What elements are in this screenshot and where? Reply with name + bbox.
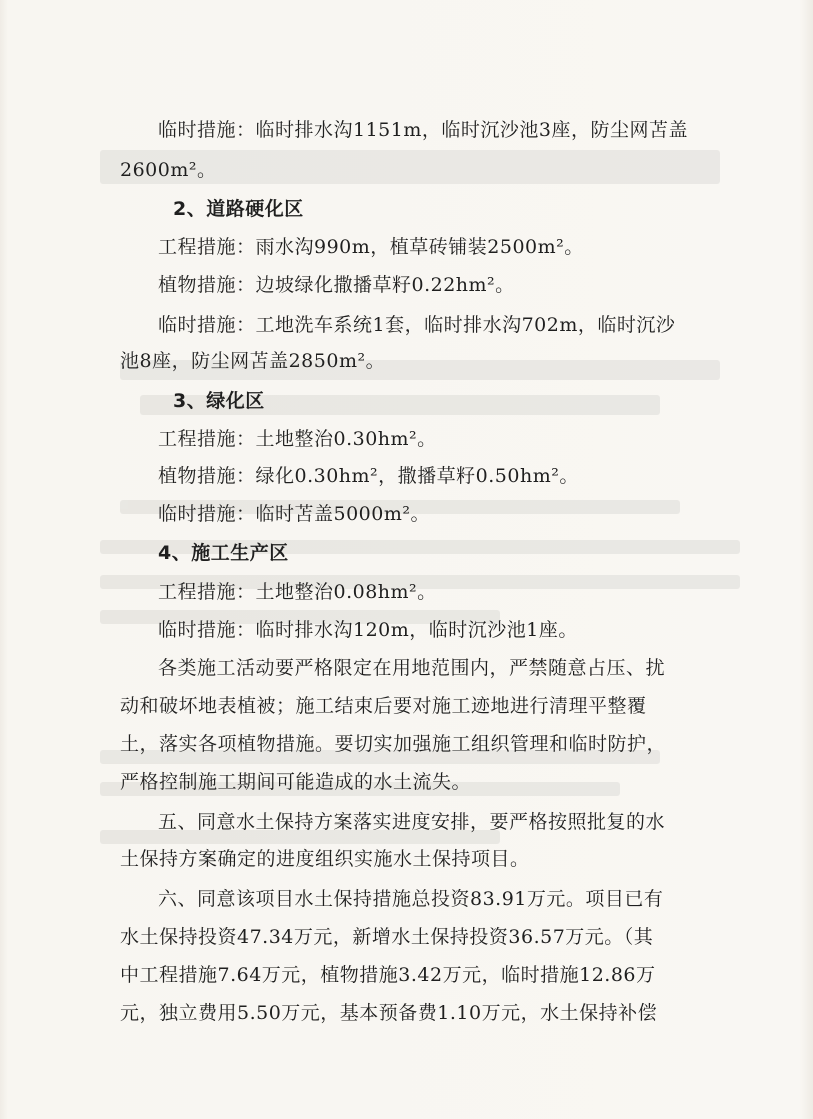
- text-line: 临时措施：临时排水沟120m，临时沉沙池1座。: [158, 619, 578, 641]
- text-line: 临时措施：临时排水沟1151m，临时沉沙池3座，防尘网苫盖: [158, 119, 688, 141]
- section-heading: 4、施工生产区: [158, 542, 289, 564]
- text-line: 土保持方案确定的进度组织实施水土保持项目。: [120, 848, 530, 870]
- text-line: 临时措施：临时苫盖5000m²。: [158, 503, 430, 525]
- text-line: 五、同意水土保持方案落实进度安排，要严格按照批复的水: [158, 811, 666, 833]
- text-line: 各类施工活动要严格限定在用地范围内，严禁随意占压、扰: [158, 657, 666, 679]
- text-line: 临时措施：工地洗车系统1套，临时排水沟702m，临时沉沙: [158, 314, 676, 336]
- text-line: 六、同意该项目水土保持措施总投资83.91万元。项目已有: [158, 888, 664, 910]
- text-line: 土，落实各项植物措施。要切实加强施工组织管理和临时防护，: [120, 733, 667, 755]
- text-line: 元，独立费用5.50万元，基本预备费1.10万元，水土保持补偿: [120, 1002, 658, 1024]
- text-line: 严格控制施工期间可能造成的水土流失。: [120, 771, 472, 793]
- text-line: 工程措施：土地整治0.08hm²。: [158, 581, 437, 603]
- text-line: 中工程措施7.64万元，植物措施3.42万元，临时措施12.86万: [120, 964, 656, 986]
- text-line: 工程措施：土地整治0.30hm²。: [158, 428, 437, 450]
- section-heading: 3、绿化区: [173, 390, 265, 412]
- text-line: 池8座，防尘网苫盖2850m²。: [120, 350, 386, 372]
- text-line: 动和破坏地表植被；施工结束后要对施工迹地进行清理平整覆: [120, 695, 647, 717]
- text-line: 水土保持投资47.34万元，新增水土保持投资36.57万元。（其: [120, 926, 654, 948]
- text-line: 2600m²。: [120, 159, 217, 181]
- text-line: 工程措施：雨水沟990m，植草砖铺装2500m²。: [158, 236, 584, 258]
- text-line: 植物措施：绿化0.30hm²，撒播草籽0.50hm²。: [158, 465, 579, 487]
- text-line: 植物措施：边坡绿化撒播草籽0.22hm²。: [158, 274, 515, 296]
- section-heading: 2、道路硬化区: [173, 198, 304, 220]
